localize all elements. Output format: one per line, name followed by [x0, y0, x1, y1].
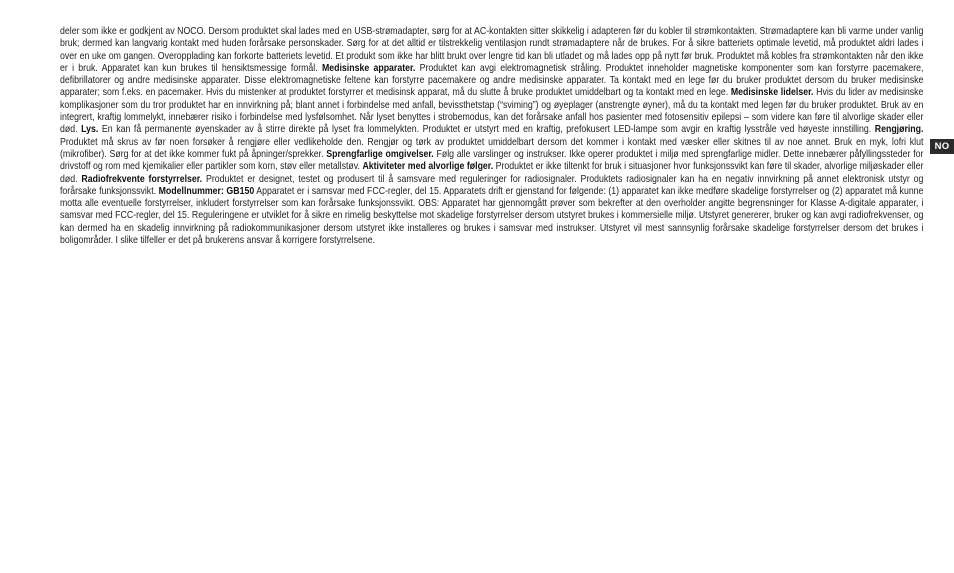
safety-paragraph — [60, 26, 923, 247]
section-heading-radio-interference: Radiofrekvente forstyrrelser. — [81, 173, 203, 185]
section-heading-light: Lys. — [81, 124, 99, 136]
section-heading-model-number: Modellnummer: GB150 — [158, 185, 255, 197]
text-run: Produktet kan avgi elektromagnetisk stråling. Produktet inneholder magnetiske komponenter som kan forstyrre pacemakere, defibrillatorer og andre medisinske apparater. Disse elektromagnetiske feltene kan forstyrre pacemakere og andre medisinske apparater. Ta kontakt med en lege før du bruker produktet dersom du bruker medisinske apparater; som f.eks. en pacemaker. Hvis du mistenker at produktet forstyrrer et medisinsk apparat, må du slutte å bruke produktet umiddelbart og ta kontakt med en lege. — [60, 62, 924, 99]
text-run: En kan få permanente øyenskader av å stirre direkte på lyset fra lommelykten. Produktet er utstyrt med en kraftig, prefokusert LED-lampe som avgir en kraftig lysstråle ved høyeste innstilling. — [98, 124, 875, 136]
section-heading-explosive-environments: Sprengfarlige omgivelser. — [326, 148, 434, 160]
text-run: Hvis du lider av medisinske komplikasjoner som du tror produktet har en innvirkning på; blant annet i forbindelse med anfall, bevissthetstap (“sviming”) og øyeplager (anstrengte øyner), må du ta kontakt med legen før du bruker produktet. Bruk av en integrert, kraftig lommelykt, innebærer risiko i forbindelse med lysfølsomhet. Når lyset benyttes i strobemodus, kan det forårsake anfall hos pasienter med fotosensitiv epilepsi – som videre kan føre til alvorlige skader eller død. — [60, 87, 924, 136]
text-run: Produktet er ikke tiltenkt for bruk i situasjoner hvor funksjonssvikt kan føre til skader, alvorlige miljøskader eller død. — [60, 161, 924, 185]
text-run: deler som ikke er godkjent av NOCO. Dersom produktet skal lades med en USB-strømadapter, sørg for at AC-kontakten sitter skikkelig i adapteren før du kobler til strømkontakten. Strømadaptere kan bli varme under vanlig bruk; dermed kan langvarig kontakt med huden forårsake personskader. Sørg for at det alltid er tilstrekkelig ventilasjon rundt strømadaptere når de brukes. For å sikre batteriets optimale levetid, må produktet aldri lades i over en uke om gangen. Overopplading kan forkorte batteriets levetid. Et produkt som ikke har blitt brukt over lengre tid kan bli utladet og må lades opp på nytt før bruk. Produktet må kobles fra strømkontakten når den ikke er i bruk. Apparatet kan kun brukes til hensiktsmessige formål. — [60, 26, 924, 74]
document-body — [60, 26, 923, 247]
text-run: Produktet må skrus av før noen forsøker å rengjøre eller vedlikeholde den. Rengjør og tørk av produktet umiddelbart dersom det kommer i kontakt med væsker eller skitnes til av noe annet. Bruk en myk, lofri klut (mikrofiber). Sørg for at det ikke kommer fukt på åpninger/sprekker. — [60, 136, 924, 160]
section-heading-medical-devices: Medisinske apparater. — [321, 62, 416, 74]
section-heading-cleaning: Rengjøring. — [874, 124, 924, 136]
section-heading-high-consequence-activities: Aktiviteter med alvorlige følger. — [362, 161, 494, 173]
language-tab: NO — [930, 139, 954, 154]
text-run: Produktet er designet, testet og produsert til å samsvare med reguleringer for radiosignaler. Produktets radiosignaler kan ha en negativ innvirkning på annet elektronisk utstyr og forårsake funksjonssvikt. — [60, 173, 924, 197]
text-run: Apparatet er i samsvar med FCC-regler, del 15. Apparatets drift er gjenstand for følgende: (1) apparatet kan ikke medføre skadelige forstyrrelser og (2) apparatet må kunne motta alle eventuelle forstyrrelser, inkludert forstyrrelser som kan forårsake funksjonssvikt. OBS: Apparatet har gjennomgått prøver som bekrefter at den overholder angitte begrensninger for Klasse A-digitale apparater, i samsvar med FCC-regler, del 15. Reguleringene er utviklet for å sikre en rimelig beskyttelse mot skadelige forstyrrelser dersom utstyret brukes i kommersielle miljø. Utstyret genererer, bruker og kan avgi radiofrekvenser, og kan dermed ha en skadelig innvirkning på radiokommunikasjoner dersom utstyret ikke installeres og brukes i samsvar med instrukser. Utstyret vil mest sannsynlig forårsake skadelige forstyrrelser dersom det brukes i boligområder. I slike tilfeller er det på brukerens ansvar å korrigere forstyrrelsene. — [60, 185, 924, 247]
section-heading-medical-conditions: Medisinske lidelser. — [730, 87, 814, 99]
text-run: Følg alle varslinger og instrukser. Ikke operer produktet i miljø med sprengfarlige midler. Dette innebærer påfyllingssteder for drivstoff og rom med kjemikalier eller partikler som korn, støv eller metallstøv. — [60, 148, 924, 173]
